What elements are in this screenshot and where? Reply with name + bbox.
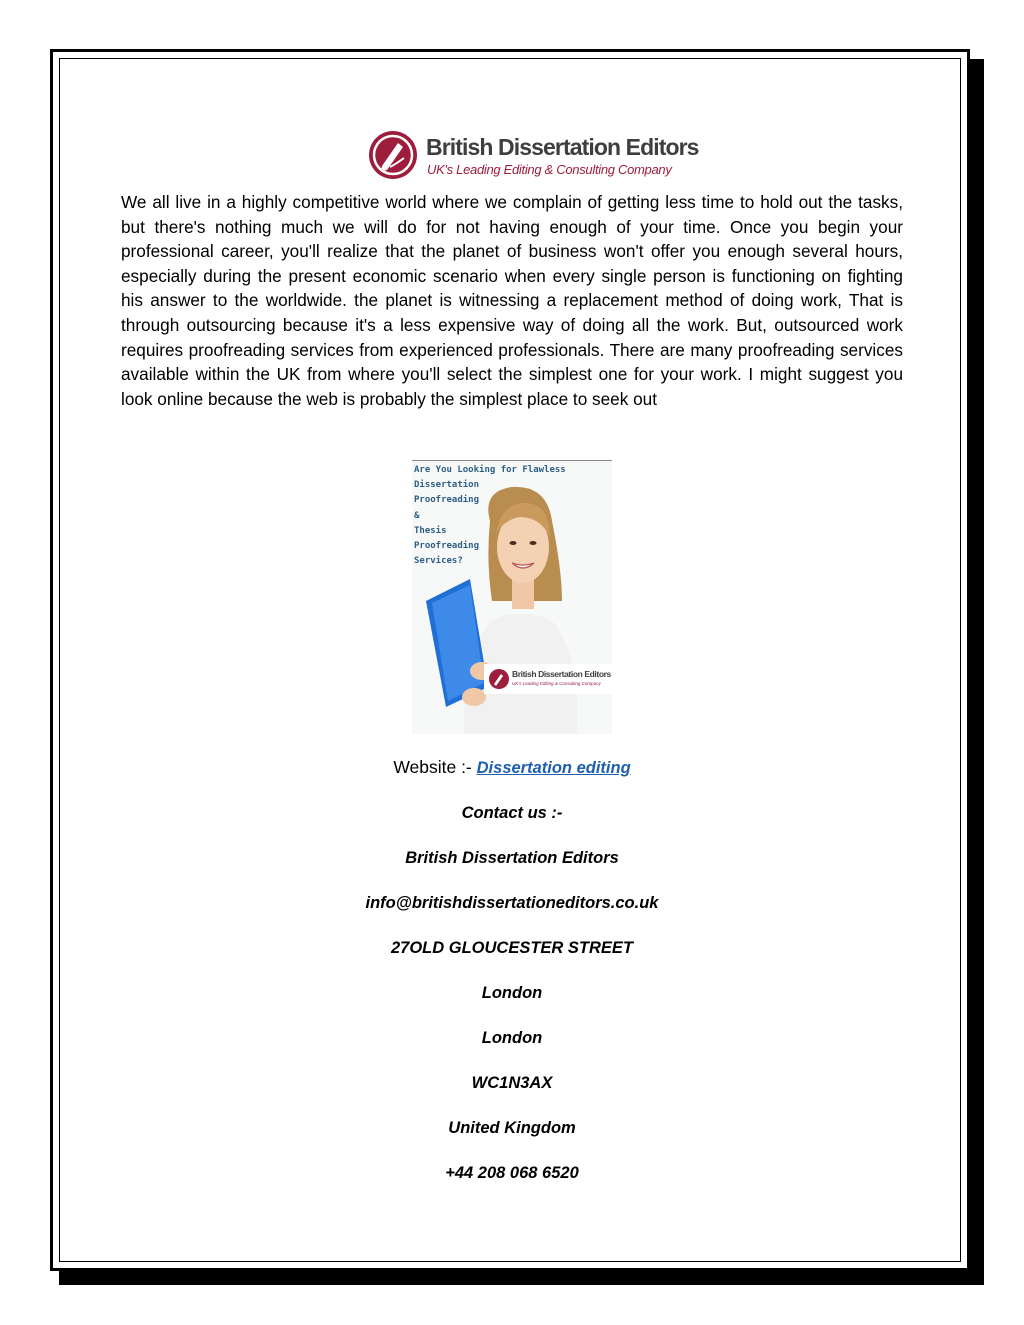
logo-title: British Dissertation Editors — [426, 134, 699, 160]
promo-line: Thesis — [414, 525, 447, 536]
promo-badge-tagline: UK's Leading Editing & Consulting Company — [512, 681, 601, 686]
contact-heading: Contact us :- — [461, 804, 563, 822]
website-label: Website :- — [393, 757, 477, 777]
contact-company: British Dissertation Editors — [405, 849, 619, 867]
pen-logo-icon — [368, 128, 420, 182]
company-logo — [368, 126, 699, 184]
pen-logo-icon — [488, 668, 510, 690]
contact-email: info@britishdissertationeditors.co.uk — [365, 894, 659, 912]
promo-badge-title: British Dissertation Editors — [512, 669, 611, 679]
website-link[interactable]: Dissertation editing — [476, 759, 631, 777]
contact-street: 27OLD GLOUCESTER STREET — [390, 939, 634, 957]
promo-line: Services? — [414, 556, 463, 567]
promo-line: Are You Looking for Flawless — [414, 465, 566, 475]
contact-postcode: WC1N3AX — [471, 1074, 553, 1092]
contact-region: London — [481, 1029, 543, 1047]
logo-tagline: UK's Leading Editing & Consulting Company — [427, 162, 672, 177]
contact-city: London — [481, 984, 543, 1002]
promo-logo-badge — [484, 664, 612, 694]
contact-country: United Kingdom — [448, 1119, 576, 1137]
body-paragraph: We all live in a highly competitive world where we complain of getting less time to hold out the tasks, but there's nothing much we will do for not having enough of your time. Once you begin your professional career, you'll realize that the planet of business won't offer you enough several hours, especially during the present economic scenario when every single person is functioning on fighting his answer to the worldwide. the planet is witnessing a replacement method of doing work, That is through outsourcing because it's a less expensive way of doing all the work. But, outsourced work requires proofreading services from experienced professionals. There are many proofreading services available within the UK from where you'll select the simplest one for your work. I might suggest you look online because the web is probably the simplest place to seek out — [121, 192, 903, 409]
promo-line: Proofreading — [414, 495, 480, 506]
promo-line: Proofreading — [414, 541, 480, 552]
website-line — [0, 757, 1024, 778]
contact-phone: +44 208 068 6520 — [445, 1164, 579, 1182]
promo-line: & — [414, 510, 420, 521]
promo-line: Dissertation — [414, 480, 480, 491]
promo-image — [412, 460, 612, 734]
